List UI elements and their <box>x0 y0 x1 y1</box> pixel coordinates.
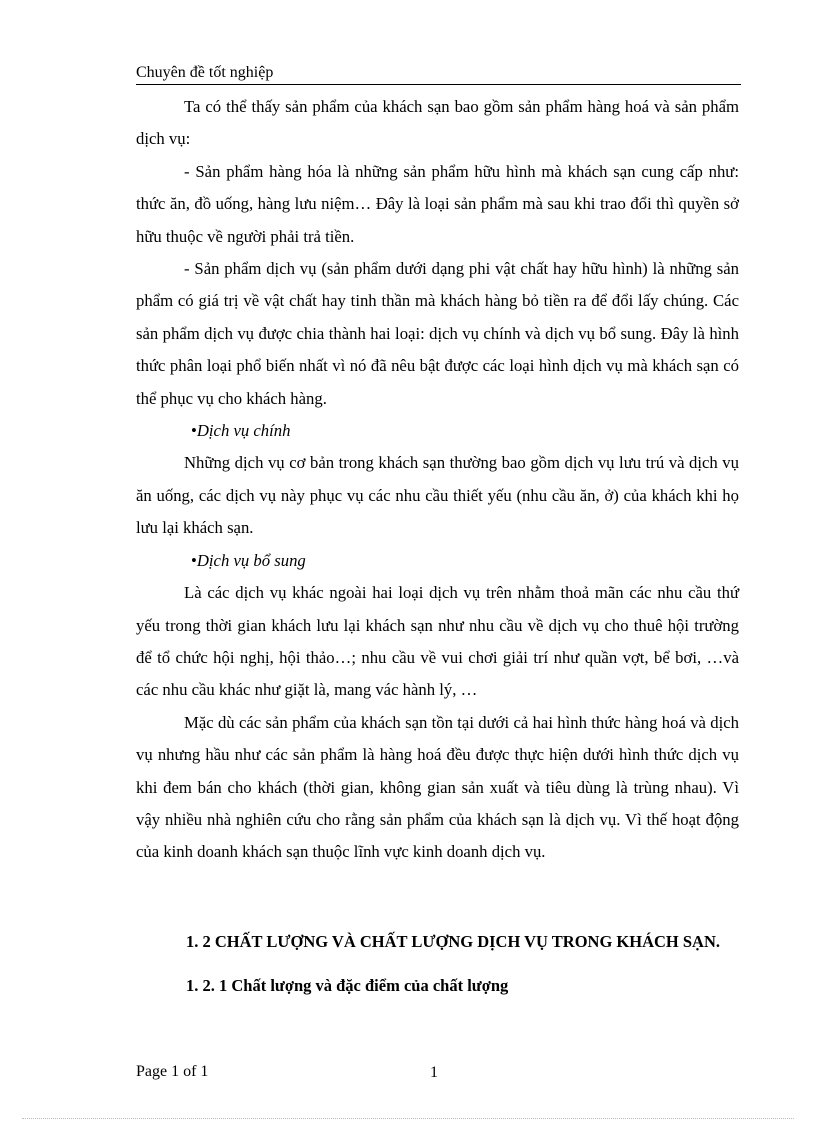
page-header <box>136 62 741 85</box>
bullet-marker: • <box>191 550 197 570</box>
bullet-title: Dịch vụ chính <box>196 421 291 441</box>
bullet-marker: • <box>191 421 197 441</box>
document-body <box>136 91 739 869</box>
paragraph-intro: Ta có thể thấy sản phẩm của khách sạn bao gồm sản phẩm hàng hoá và sản phẩm dịch vụ: <box>136 97 739 149</box>
paragraph-service-products: - Sản phẩm dịch vụ (sản phẩm dưới dạng phi vật chất hay hữu hình) là những sản phẩm có giá trị về vật chất hay tinh thần mà khách hàng bỏ tiền ra để đổi lấy chúng. Các sản phẩm dịch vụ được chia thành hai loại: dịch vụ chính và dịch vụ bổ sung. Đây là hình thức phân loại phổ biến nhất vì nó đã nêu bật được các loại hình dịch vụ mà khách sạn có thể phục vụ cho khách hàng. <box>136 259 739 408</box>
section-heading: 1. 2 CHẤT LƯỢNG VÀ CHẤT LƯỢNG DỊCH VỤ TRONG KHÁCH SẠN. <box>186 932 721 951</box>
footer-page-label: Page 1 of 1 <box>136 1063 209 1080</box>
paragraph-conclusion: Mặc dù các sản phẩm của khách sạn tồn tại dưới cả hai hình thức hàng hoá và dịch vụ nhưng hầu như các sản phẩm là hàng hoá đều được thực hiện dưới hình thức dịch vụ khi đem bán cho khách (thời gian, không gian sản xuất và tiêu dùng là trùng nhau). Vì vậy nhiều nhà nghiên cứu cho rằng sản phẩm của khách sạn là dịch vụ. Vì thế hoạt động của kinh doanh khách sạn thuộc lĩnh vực kinh doanh dịch vụ. <box>136 712 739 862</box>
footer-page-number: 1 <box>430 1064 438 1081</box>
bullet-supplementary-services <box>136 545 739 577</box>
bullet-main-services <box>136 415 739 447</box>
subsection-heading: 1. 2. 1 Chất lượng và đặc điểm của chất lượng <box>186 976 509 995</box>
paragraph-main-services: Những dịch vụ cơ bản trong khách sạn thường bao gồm dịch vụ lưu trú và dịch vụ ăn uống, các dịch vụ này phục vụ các nhu cầu thiết yếu (nhu cầu ăn, ở) của khách khi họ lưu lại khách sạn. <box>136 453 739 538</box>
paragraph-supplementary-services: Là các dịch vụ khác ngoài hai loại dịch vụ trên nhằm thoả mãn các nhu cầu thứ yếu trong thời gian khách lưu lại khách sạn như nhu cầu về dịch vụ cho thuê hội trường để tổ chức hội nghị, hội thảo…; nhu cầu về vui chơi giải trí như quần vợt, bể bơi, …và các nhu cầu khác như giặt là, mang vác hành lý, … <box>136 583 739 700</box>
header-title: Chuyên đề tốt nghiệp <box>136 64 274 81</box>
page-bottom-edge <box>22 1118 794 1119</box>
paragraph-goods-products: - Sản phẩm hàng hóa là những sản phẩm hữu hình mà khách sạn cung cấp như: thức ăn, đồ uống, hàng lưu niệm… Đây là loại sản phẩm mà sau khi trao đổi thì quyền sở hữu thuộc về người phải trả tiền. <box>136 161 739 246</box>
bullet-title: Dịch vụ bổ sung <box>196 550 306 570</box>
